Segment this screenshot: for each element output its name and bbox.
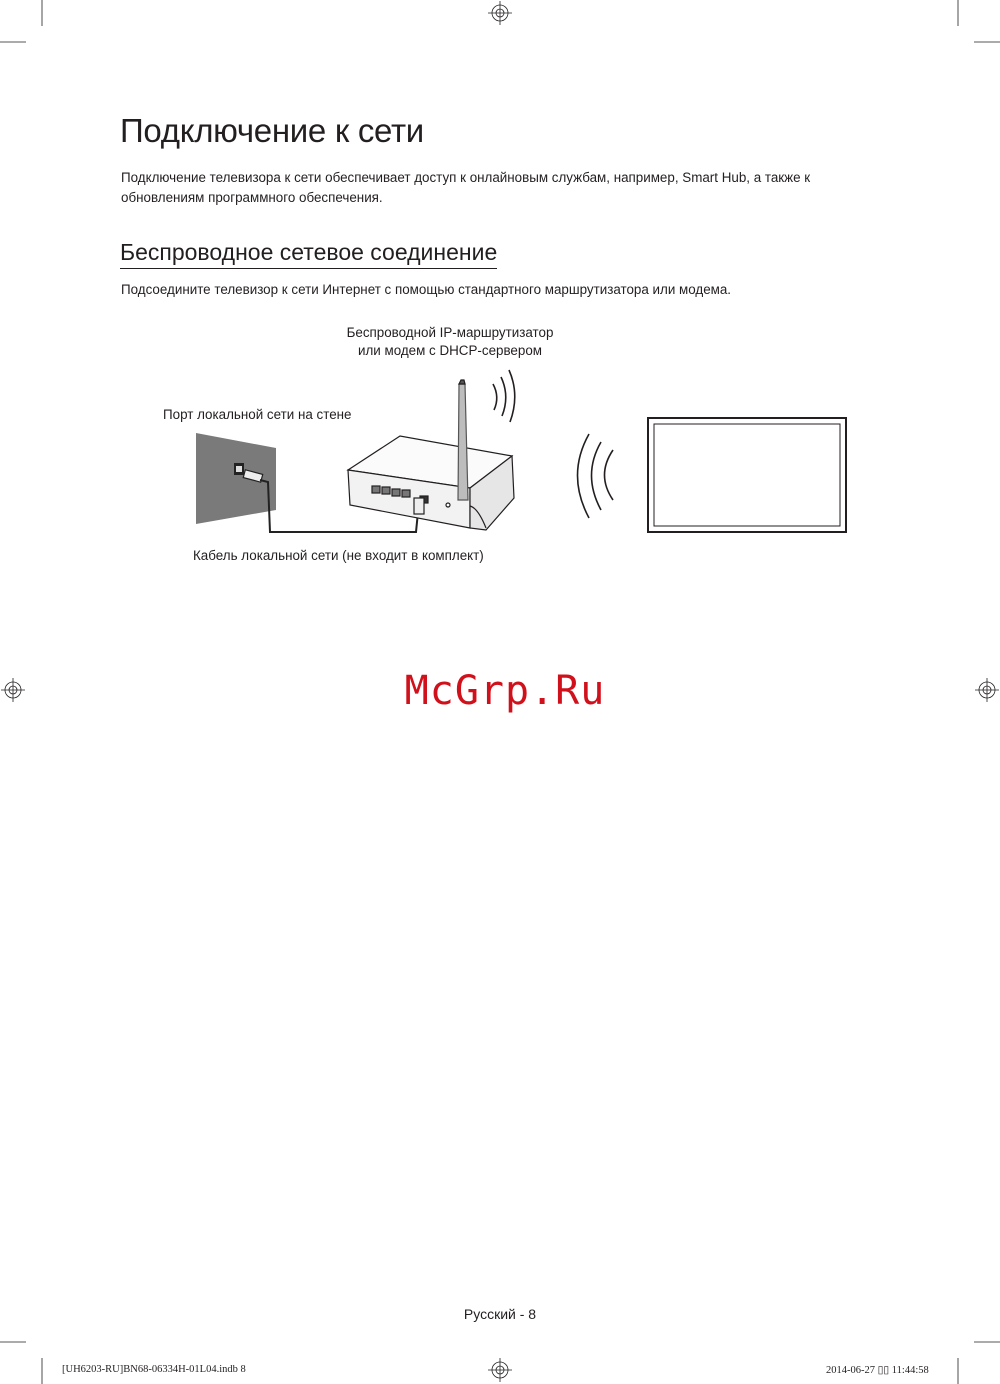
page-title: Подключение к сети: [120, 112, 424, 149]
router-illustration: [348, 380, 514, 530]
wall-port-illustration: [196, 433, 276, 524]
watermark: McGrp.Ru: [404, 668, 606, 714]
router-caption-line2: или модем с DHCP-сервером: [358, 343, 542, 358]
page-number: Русский - 8: [463, 1306, 537, 1322]
section-lead: Подсоедините телевизор к сети Интернет с помощью стандартного маршрутизатора или модема.: [121, 282, 732, 297]
registration-mark-right: [975, 678, 999, 702]
registration-mark-left: [1, 678, 25, 702]
section-title: Беспроводное сетевое соединение: [120, 239, 497, 269]
tv-signal-waves: [578, 434, 614, 518]
router-caption: [300, 324, 600, 360]
intro-paragraph: Подключение телевизора к сети обеспечивает доступ к онлайновым службам, например, Smart Hub, а также к обновлениям программного обеспечения.: [121, 170, 811, 205]
registration-mark-top: [488, 1, 512, 25]
lan-cable: [260, 480, 418, 532]
router-signal-waves: [493, 370, 515, 422]
cable-caption: Кабель локальной сети (не входит в комплект): [193, 548, 484, 563]
wall-port-caption: Порт локальной сети на стене: [163, 407, 352, 422]
footer-timestamp: 2014-06-27 ▯▯ 11:44:58: [826, 1365, 929, 1376]
tv-illustration: [648, 418, 846, 532]
footer-file-info: [UH6203-RU]BN68-06334H-01L04.indb 8: [62, 1364, 246, 1375]
router-caption-line1: Беспроводной IP-маршрутизатор: [346, 325, 554, 340]
registration-mark-bottom: [488, 1358, 512, 1382]
